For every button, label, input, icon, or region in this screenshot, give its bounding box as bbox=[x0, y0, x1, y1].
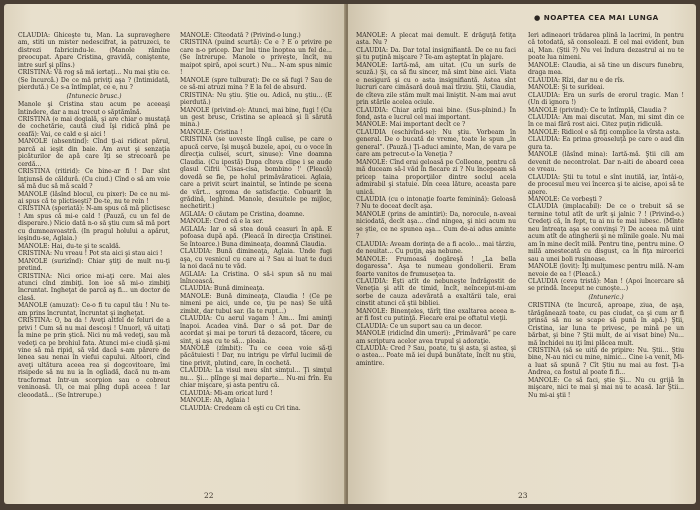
dialog-paragraph: CRISTINA (să se uită de pripire: Nu. Ştii... Ştiu bine, N-au nici cu mine, nimic... Cine i-a venit, Mi-a luat să spună ? Cît Ştiu nu mai au fost. Ţi-a Andrea, ca fostul al poate fi fi... bbox=[528, 347, 684, 377]
dialog-paragraph: MANOLE: Ridicol e să fiţi complice la vîrsta asta. bbox=[528, 128, 681, 136]
dialog-paragraph: AGLAIA: O căutam pe Cristina, doamne. bbox=[180, 210, 305, 218]
dialog-paragraph: AGLAIA: Iar o să stea două ceasuri în apă. E pofoasa după apă. (Pleacă în direcţia Cristinei. Se întoarce.) Buna dimineaţa, doamnă Claudia. bbox=[180, 225, 332, 248]
dialog-paragraph: CRISTINA: O, ba da ! Aveţi altfel de feluri de a privi ! Cum să nu mai descoşi ! Unuorl, vă uitaţi la mine pe prin ştică. Nici nu mă vedeţi, sau mă vedeţi ca pe brohiul fata. Atunci mi-e ciudă şi-mi vine să mă ripid, să văd dacă s-am părere de lenea sau nenai în viefui capului. Altoori, cînd aveţi ultătura aceea rea şi dogcovitoare, îmi risipede să nu nu ia în ogliadă, dacă nu m-am tracformat într-un scorpion sau o cobreut veninoasă. Ui, ce mai plîng după aceea ! Iar cleoodată... (Se întrerupe.) bbox=[18, 317, 170, 399]
dialog-paragraph: MANOLE (privind): Ce te întîmplă, Claudia ? bbox=[528, 106, 667, 114]
dialog-paragraph: MANOLE: Cînd erai geloasă pe Colleone, pentru că mă duceam să-l văd în fiecare zi ? Nu începeam să pricep taina proporţiilor dintre soclul acela admirabil şi statuie. Din ceea lăture, aceasta pare unică. bbox=[356, 158, 516, 196]
dialog-paragraph: CLAUDIA: Era un surîs de erorul tragic. Man ! (Un di ignora !) bbox=[528, 91, 684, 107]
dialog-paragraph: MANOLE: Frumoasă dogăreşă ! „La bella dogaressa”. Aşa te numeau gondolierii. Eram foarte vanitos de frumuseţea ta. bbox=[356, 255, 516, 278]
dialog-paragraph: CLAUDIA: Mi-am oricat lurd ! bbox=[180, 389, 273, 397]
dialog-paragraph: CLAUDIA: Ştii tu totul e sînt inutilă, iar, întâi-o, de procesul meu vei încerca şi te aicise, apoi să te apere. bbox=[528, 173, 684, 196]
dialog-paragraph: MANOLE: Ce să faci, ştie Şi... Nu cu grijă în mişcare, nici te mai şi mai nu te acasă. Iar Ştii... Nu mi-ai ştii ! bbox=[528, 376, 684, 399]
dialog-paragraph: CLAUDIA: Ea prima groaseluţă pe care o aud din gura ta. bbox=[528, 136, 684, 151]
dialog-paragraph: CRISTINA (speriată): N-am spus că mă plictisesc ! Am spus că mi-e cald ! (Pauză, cu un fel de disperare.) Nicio dată n-o să ştiu cum să mă port cu dumneavoastră. (In pragul holului a apărut, ieşindu-se, Aglaia.) bbox=[18, 205, 170, 243]
dialog-paragraph: MANOLE: Claudia, ai să tine un discurs funebru, draga mea. bbox=[528, 61, 684, 77]
dialog-paragraph: MANOLE (prins de amintiri): Da, norocule, n-aveai niciodată, decît aşa... cînd ningea, şi nici acum nu se ştie, ce ne spunea aşa... Cum de-ai adus aminte ? bbox=[356, 210, 516, 241]
dialog-paragraph: CLAUDIA (implacabil): De ce o trebuit să se termine totul atît de urît şi jalnic ? ! (Privind-o.) Credeţi că, în fept, tu ai nu te mai iubesc. (Mînte neu întreaţa aşa se convinşi ?) De aceea mă uint acum atît de atingherii şi ne mîinile goale. Nu mai am în mine decît milă. Pentru tine, pentru mine. O milă amestecată cu disgust, ca în fiţa mircerici sau a unei boli rușinoase. bbox=[528, 203, 684, 263]
dialog-paragraph: MANOLE (lăsînd mina): Iartă-mă. Ştii ciîi am devenit de necontrolat. Dar n-aiti de aboard ceea ce vreau. bbox=[528, 151, 684, 174]
dialog-paragraph: CLAUDIA: Credeam că eşti cu Cri tina. bbox=[180, 404, 301, 412]
dialog-paragraph: MANOLE (ridicînd din umeri): „Primăvară” pe care am scriptura acelor avea trupul şi adoraţie. bbox=[356, 330, 516, 345]
dialog-paragraph: AGLAIA: La Cristina. O să-i spun să nu mai înîncească. bbox=[180, 270, 332, 285]
right-page-column-2 bbox=[528, 32, 684, 494]
dialog-paragraph: MANOLE: Cred că e la ser. bbox=[180, 218, 264, 226]
left-page-number: 22 bbox=[204, 491, 214, 500]
dialog-paragraph: CLAUDIA: Chiar arăţi mai bine. (Sus-pînind.) În fond, asta e lucrul cel mai important. bbox=[356, 106, 516, 121]
dialog-paragraph: MANOLE: Ah, Aglaia ! bbox=[180, 397, 250, 405]
dialog-paragraph: CLAUDIA: Bună dimineaţa, Aglaia. Unde fugi aşa, cu vesnicul cu care ai ? Sau ai luat te duci la noi dacă nu te văd. bbox=[180, 248, 332, 271]
left-page-column-2 bbox=[180, 32, 332, 494]
dialog-paragraph: CRISTINA: Vă rog să mă iertaţi... Nu mai ştiu ce. (Se încurcă.) De ce mă priviţi aşa ? (Intimidată, pierdută.) Ce s-a întîmplat, ce e, nu ? bbox=[18, 69, 170, 92]
dialog-paragraph: MANOLE: Iartă-mă, am uitat. (Cu un surîs de scuză.) Şi, ca să fiu sincer, mă simt bine aici. Viata e nesigură şi cu o asta insignifiantă. Astea sînt lucruri care cimăsară două mai tîrziu. Ştii, Claudia, de cîteva zile stăm mult mai liniştit. N-am mai avut prin stările acelea ociule. bbox=[356, 61, 516, 107]
dialog-paragraph: MANOLE: Binenţeles, tărîţ tine exaltarea aceea n-ar fi fost cu putinţă. Fiecare erai pe oftatul vieţii. bbox=[356, 307, 516, 323]
dialog-paragraph: MANOLE: Hai, du-te şi te scaldă. bbox=[18, 242, 121, 250]
dialog-paragraph: MANOLE: Cristina ! bbox=[180, 128, 243, 136]
left-page bbox=[4, 4, 346, 504]
right-page-column-1 bbox=[356, 32, 516, 494]
dialog-paragraph: MANOLE: A plecat mai demult. E drăguţă fetiţa asta. Nu ? bbox=[356, 32, 516, 47]
running-head bbox=[534, 13, 659, 22]
dialog-paragraph: CRISTINA (puind scurtă): Ce e ? E o privire pe care n-o pricep. Dar îmi tine înoptea un fel de... (Se întrerupe. Manole o priveşte, încît, nu maipot spiră, apoi scurt.) Nu... N-am spus nimic ! bbox=[180, 39, 332, 77]
dialog-paragraph: CRISTINA (e mai dogială, şi are chiar o mustaţă de cochetărie, caută ciud îşi ridică pînă pe ceafă): Vai, ce cald e şi aici ! bbox=[18, 115, 170, 138]
dialog-paragraph: MANOLE: Şi te surîdeai. bbox=[528, 84, 605, 92]
dialog-paragraph: Manole şi Cristina stau acum pe aceeaşi întindere, dar a mai trecut o săptămînă. bbox=[18, 101, 170, 116]
dialog-paragraph: CLAUDIA: Da. Dar total insignifiantă. De ce nu faci şi tu puţină mişcare ? Te-am aşteptat în plajare. bbox=[356, 46, 516, 62]
left-page-column-1 bbox=[18, 32, 170, 494]
dialog-paragraph: MANOLE (amuzat): Ce-o fi tu capul tău ! Nu te-am prins încruntat, încruntat şi ingheţat. bbox=[18, 302, 170, 317]
dialog-paragraph: MANOLE (privind-o): Atunci, mai bine, fugi ! (Cu un gest brusc, Cristina se apleacă şi îi sărută mina.) bbox=[180, 106, 332, 129]
stage-direction: (Intuneric.) bbox=[588, 293, 624, 301]
dialog-paragraph: CLAUDIA: La visul meu sînt simţul... Ţi simţul nu... Şi... plînge şi mai departe... Nu-mi frîn. Eu chiar mişcare, şi asta pentru că. bbox=[180, 367, 332, 390]
dialog-paragraph: CRISTINA (ritirid): Ce bine-ar fi ! Dar sînt înţiunsă de căldură. (Cu ciud.) Cînd o să am voie să mă duc să mă scald ? bbox=[18, 168, 170, 191]
dialog-paragraph: CLAUDIA (ceva tristă): Man ! (Apoi încercare să se prindă. Inceput ne cunoşte...) bbox=[528, 277, 684, 293]
dialog-paragraph: CLAUDIA (cu o intonaţie foarte feminină): Geloasă ? Nu te doceat decît aşa. bbox=[356, 195, 516, 211]
dialog-paragraph: MANOLE: Cîteodată ? (Privind-o lung.) bbox=[180, 32, 301, 39]
dialog-paragraph: CRISTINA (se uoveste lîngă culise, pe care o apucă cerve, îşi muşcă buzele, apoi, cu o voce în direcţia culiseĭ, scurt, sinuse): Vine doamna Claudia. (Cu ipostă) Dupa cîteva clipe i se aude glasul Cifrii 'Cisas-cisa, bombino !' (Pleacă) dovedă se fie, pe holul primăvăraticei. Aglaia, care a privit scurt inaintul, se întinde pe scena de vărt... sgroma de satisfacţie. Cobuarit în grădină, leghind. Manole, desuitele pe mijloc, nechetirit.) bbox=[180, 136, 332, 211]
dialog-paragraph: CLAUDIA (eschivînd-se): Nu ştiu. Vorbeam în general. De o bucată de vreme, toate le spun „în general”. (Pauză.) Ţi-aduci aminte, Man, de vara pe care am petrecut-o la Veneţia ? bbox=[356, 128, 516, 159]
dialog-paragraph: MANOLE: Ce vorbeşti ? bbox=[528, 195, 602, 203]
dialog-paragraph: CLAUDIA: Ghiceşte tu, Man. La supraveghere am, stiti un mister nedescifrat, ia patruzeci, te distrezi fabricindu-le. (Manole rămîne preocupat. Apare Cristina, gravidă, coniştente, intre surî şi plîns.) bbox=[18, 32, 170, 69]
dialog-paragraph: CLAUDIA: Ce un suport sau ca un decor. bbox=[356, 322, 483, 330]
dialog-paragraph: MANOLE: Bună dimineaţa, Claudia ! (Ce pe nimeni pe aici, unde ce, ţiu pe nas) Se uită zimbit, dar tubul sar. (Ia te rupt...) bbox=[180, 292, 332, 315]
dialog-paragraph: CRISTINA: Nici orice mi-aţi cere. Mai ales atunci cînd zimbiţi. Ion ioe să mi-o zimbiţi încruntat. Ingheţat de parcă aş fi... un doctor de clasă. bbox=[18, 272, 170, 302]
dialog-paragraph: MANOLE (zîmbit): Tu ce ceea voie să-ţi păcătuiesti ! Dar, nu intrigu pe vîrful lucimii de tine privit, plutind, care, în cochetă. bbox=[180, 345, 332, 367]
right-page-number: 23 bbox=[518, 491, 528, 500]
running-head-title: NOAPTEA CEA MAI LUNGA bbox=[543, 13, 659, 22]
dialog-paragraph: MANOLE (lăsînd blocul, cu pixer): De ce nu mi-ai spus că te plictiseşti? De-te, nu te rein ! bbox=[18, 190, 170, 205]
dialog-paragraph: MANOLE (lovit): Îţi mulţumesc pentru milă. N-am nevoie de ea ! (Pleacă.) bbox=[528, 263, 684, 278]
dialog-paragraph: CRISTINA: Nu ştiu. Ştie ou. Adică, nu ştiu... (E pierdută.) bbox=[180, 91, 332, 107]
dialog-paragraph: CLAUDIA: Cu aerul vagam ! Am... Îmi aminţi înapoi. Acadea vină. Dar o să pot. Dar de acordat şi mai pe toruri tă dezacord, tăcere, cu sint, şi aşa cu te să... ploaia. bbox=[180, 315, 332, 345]
dialog-paragraph: MANOLE: Mai important decît ce ? bbox=[356, 121, 466, 129]
running-head-bullet: ● bbox=[534, 13, 541, 22]
dialog-paragraph: CRISTINA: Nu vreau ! Pot sta aici şi stau aici ! bbox=[18, 250, 163, 258]
right-page bbox=[348, 4, 696, 504]
dialog-paragraph: CLAUDIA: Rîzi, dar nu e de rîs. bbox=[528, 76, 625, 84]
dialog-paragraph: CLAUDIA: Am mai discutat. Man, mi simt din ce în ce mai fără rost aici. Citez puţin ridiculă. bbox=[528, 113, 684, 129]
stage-direction: (Intunecic brusc.) bbox=[66, 92, 122, 100]
dialog-paragraph: CRISTINA (te încurcă, aproape, ziua, de aşa, tărăgănează toate, cu pas ciudat, ca şi cum ar fi prinsă să nu se scape să pună în apă.) Ştii, Cristina, iar luna te privesc, pe mină pe un bărbat, şi bine ? Ştii mult, de ai visat bine) Nu... mă închidei nu iţi îmi plăcea mult. bbox=[528, 302, 684, 347]
dialog-paragraph: CLAUDIA: Eşti atît de nebuneşte îndrăgostit de Veneţia şi atît de timid, încît, neînceput-mi-am sorbe de cauza adevărată a exaltării tale, erai cinstit atunci că ştii bibliei. bbox=[356, 277, 516, 308]
dialog-paragraph: CLAUDIA: Bună dimineaţa. bbox=[180, 285, 265, 293]
dialog-paragraph: CLAUDIA: Aveam dorinţa de a fi acolo... mai târziu, de neuitat... Cu puţin, aşa nebune. bbox=[356, 240, 516, 256]
dialog-paragraph: MANOLE (surizînd): Chiar ştiţi de mult nu-ţi pretind. bbox=[18, 257, 170, 273]
dialog-paragraph: MANOLE (absentind): Cînd ţi-ai ridicat părul, parcă ai ieşit din baie. Am avut şi senzaţia picăturilor de apă care îţi se strecoară pe cerdă... bbox=[18, 138, 170, 168]
dialog-paragraph: Ieri adineaori trădarea plină la lacrimi, în pentru că totodată, să consoleazi. E cel mai evident, bun ai, Man. (Ştii ?) Nu vei îndura dezastrul ai nu te poate lua nimeni. bbox=[528, 32, 684, 62]
dialog-paragraph: CLAUDIA: Cred ? Sau, poate, tu şi asta, şi astea, şi o astea... Poate mă iei după bunătate, încît nu ştiu, amintire. bbox=[356, 345, 516, 367]
dialog-paragraph: MANOLE (spre tulburat): De ce să fugi ? Sau de ce să-mi atruzi mina ? E la fel de absurd. bbox=[180, 76, 332, 92]
